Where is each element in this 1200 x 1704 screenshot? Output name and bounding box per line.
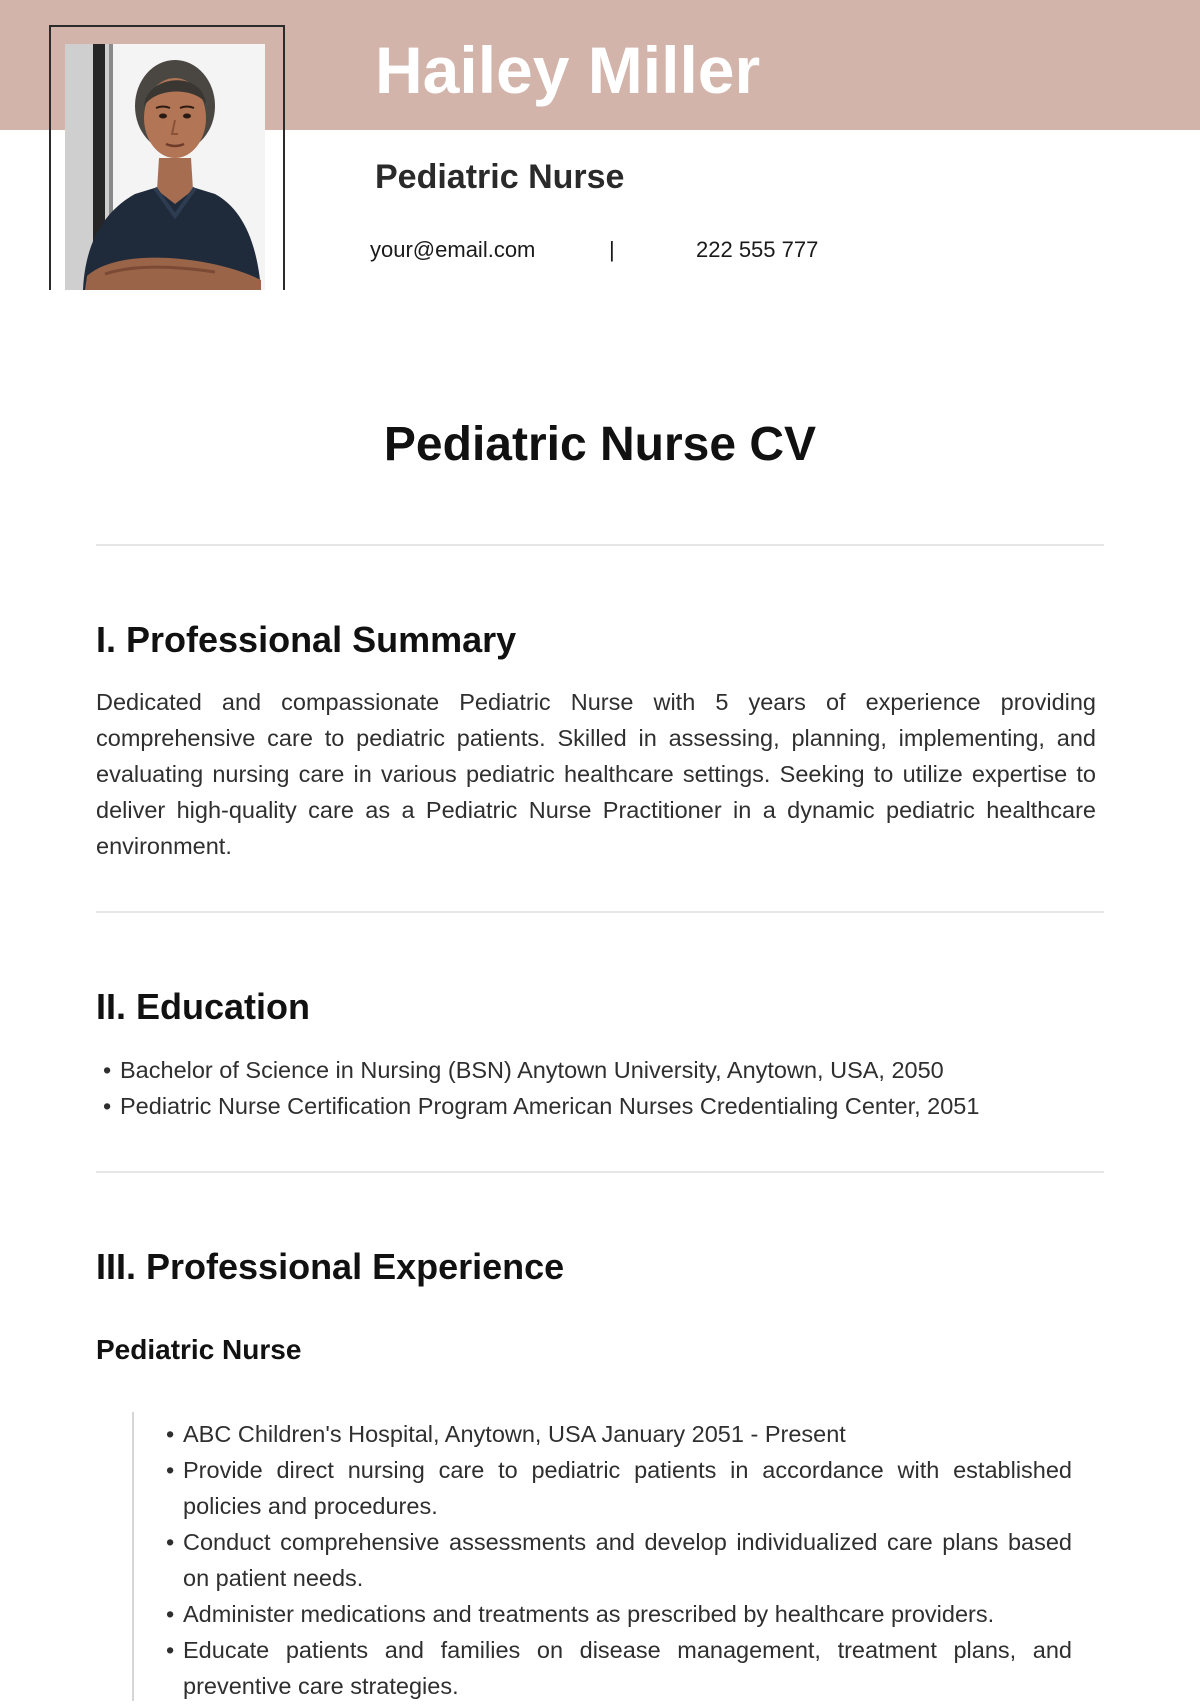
summary-heading: I. Professional Summary: [96, 619, 517, 660]
phone-text: 222 555 777: [696, 237, 819, 262]
summary-text: Dedicated and compassionate Pediatric Nurse with 5 years of experience providing comprehensive care to pediatric patients. Skilled in assessing, planning, implementing, and evaluating nursing care in various pediatric healthcare settings. Seeking to utilize expertise to deliver high-quality care as a Pediatric Nurse Practitioner in a dynamic pediatric healthcare environment.: [96, 689, 1096, 859]
job-title: Pediatric Nurse: [375, 158, 625, 196]
experience-heading: III. Professional Experience: [96, 1246, 565, 1287]
email-text: your@email.com: [370, 237, 536, 262]
experience-item: • Administer medications and treatments as prescribed by healthcare providers.: [166, 1596, 1072, 1632]
document-title: Pediatric Nurse CV: [383, 418, 817, 471]
education-item: • Pediatric Nurse Certification Program American Nurses Credentialing Center, 2051: [103, 1088, 1103, 1124]
experience-item: • Provide direct nursing care to pediatric patients in accordance with established policies and procedures.: [166, 1452, 1072, 1524]
education-list: [103, 1052, 1103, 1124]
education-heading: II. Education: [96, 986, 311, 1027]
experience-item: • Conduct comprehensive assessments and develop individualized care plans based on patient needs.: [166, 1524, 1072, 1596]
education-item: • Bachelor of Science in Nursing (BSN) Anytown University, Anytown, USA, 2050: [103, 1052, 1103, 1088]
experience-item: • ABC Children's Hospital, Anytown, USA January 2051 - Present: [166, 1416, 1072, 1452]
experience-item: • Educate patients and families on disease management, treatment plans, and preventive care strategies.: [166, 1632, 1072, 1704]
profile-photo: [65, 44, 265, 290]
candidate-name: Hailey Miller: [375, 33, 761, 107]
experience-list: [166, 1416, 1072, 1704]
section-divider: [96, 1171, 1104, 1173]
contact-separator: |: [609, 237, 615, 262]
experience-rule: [132, 1412, 134, 1701]
experience-role: Pediatric Nurse: [96, 1334, 302, 1365]
section-divider: [96, 911, 1104, 913]
section-divider: [96, 544, 1104, 546]
